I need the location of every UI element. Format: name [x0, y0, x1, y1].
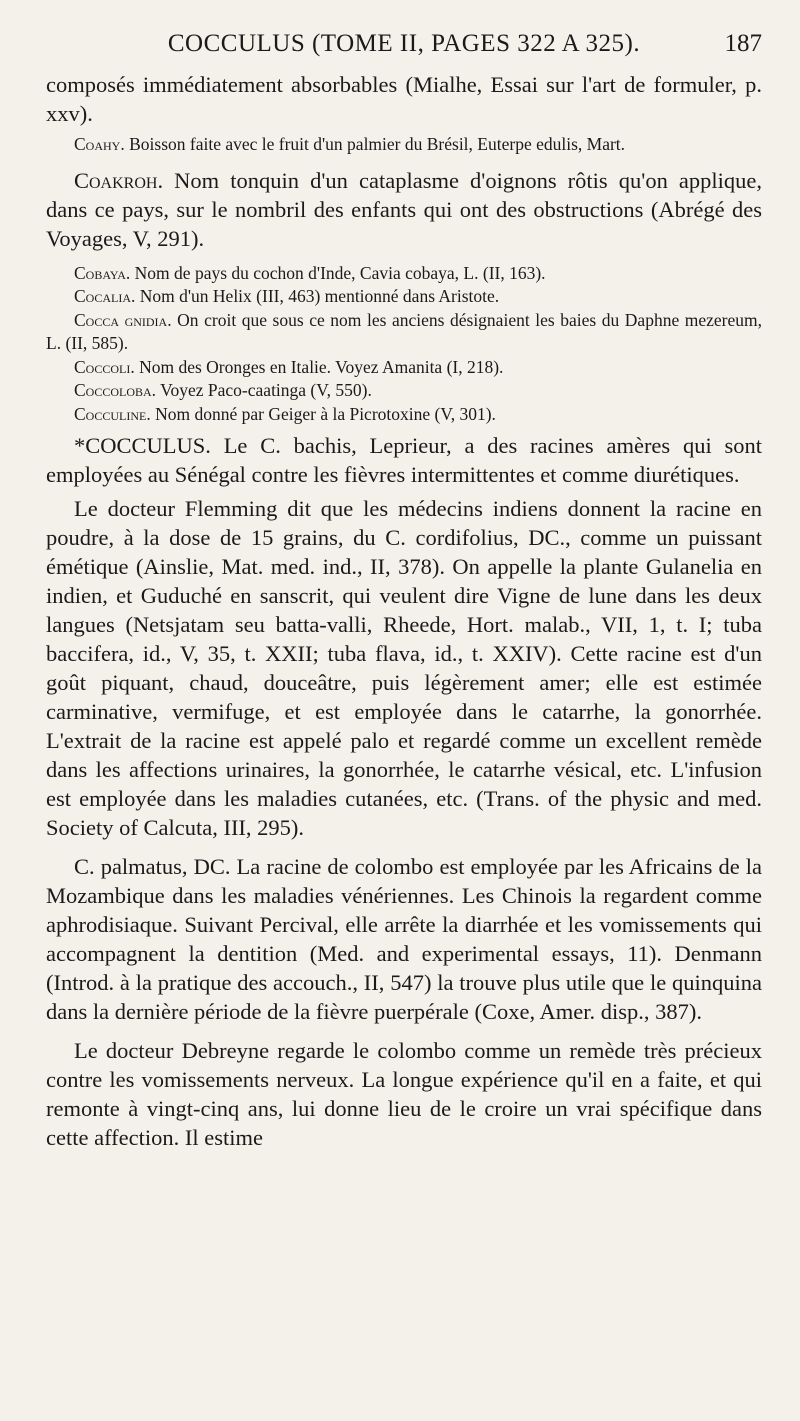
running-title: COCCULUS (TOME II, PAGES 322 A 325).	[167, 30, 641, 57]
entry-cocculine: Cocculine. Nom donné par Geiger à la Picrotoxine (V, 301).	[74, 403, 496, 424]
paragraph-flemming: Le docteur Flemming dit que les médecins indiens donnent la racine en poudre, à la dose de 15 grains, du C. cordifolius, DC., comme un puissant émétique (Ainslie, Mat. med. ind., II, 378). On appelle la plante Gulanelia en indien, et Guduché en sanscrit, qui veulent dire Vigne de lune dans les deux langues (Netsjatam seu batta-valli, Rheede, Hort. malab., VII, 1, t. I; tuba baccifera, id., V, 35, t. XXII; tuba flava, id., t. XXIV). Cette racine est d'un goût piquant, chaud, douceâtre, puis légèrement amer; elle est estimée carminative, vermifuge, et est employée dans le catarrhe, la gonorrhée. L'extrait de la racine est appelé palo et regardé comme un excellent remède dans les affections urinaires, la gonorrhée, le catarrhe vésical, etc. L'infusion est employée dans les maladies cutanées, etc. (Trans. of the physic and med. Society of Calcuta, III, 295).	[46, 496, 762, 840]
entry-coakroh: Coakroh. Nom tonquin d'un cataplasme d'oignons rôtis qu'on applique, dans ce pays, sur le nombril des enfants qui ont des obstructions (Abrégé des Voyages, V, 291).	[46, 167, 763, 251]
entry-cocalia: Cocalia. Nom d'un Helix (III, 463) mentionné dans Aristote.	[74, 286, 500, 306]
paragraph-palmatus: C. palmatus, DC. La racine de colombo est employée par les Africains de la Mozambique dans les maladies vénériennes. Les Chinois la regardent comme aphrodisiaque. Suivant Percival, elle arrête la diarrhée et les vomissements qui accompagnent la dentition (Med. and experimental essays, 11). Denmann (Introd. à la pratique des accouch., II, 547) la trouve plus utile que le quinquina dans la dernière période de la fièvre puerpérale (Coxe, Amer. disp., 387).	[46, 854, 762, 1024]
entry-coccoli: Coccoli. Nom des Oronges en Italie. Voyez Amanita (I, 218).	[74, 356, 504, 377]
entry-cocca-gnidia: Cocca gnidia. On croit que sous ce nom les anciens désignaient les baies du Daphne mezereum, L. (II, 585).	[46, 309, 763, 353]
page-header	[46, 30, 762, 70]
entry-coahy: Coahy. Boisson faite avec le fruit d'un palmier du Brésil, Euterpe edulis, Mart.	[74, 134, 626, 154]
paragraph-debreyne: Le docteur Debreyne regarde le colombo comme un remède très précieux contre les vomissements nerveux. La longue expérience qu'il en a faite, et qui remonte à vingt-cinq ans, lui donne lieu de le croire un vrai spécifique dans cette affection. Il estime	[46, 1038, 762, 1150]
entry-coccoloba: Coccoloba. Voyez Paco-caatinga (V, 550).	[74, 380, 372, 400]
entry-cocculus: *COCCULUS. Le C. bachis, Leprieur, a des racines amères qui sont employées au Sénégal contre les fièvres intermittentes et comme diurétiques.	[46, 433, 762, 487]
paragraph-continuation: composés immédiatement absorbables (Mialhe, Essai sur l'art de formuler, p. xxv).	[46, 72, 762, 126]
entry-cobaya: Cobaya. Nom de pays du cochon d'Inde, Cavia cobaya, L. (II, 163).	[74, 262, 546, 283]
page-number: 187	[724, 30, 762, 57]
